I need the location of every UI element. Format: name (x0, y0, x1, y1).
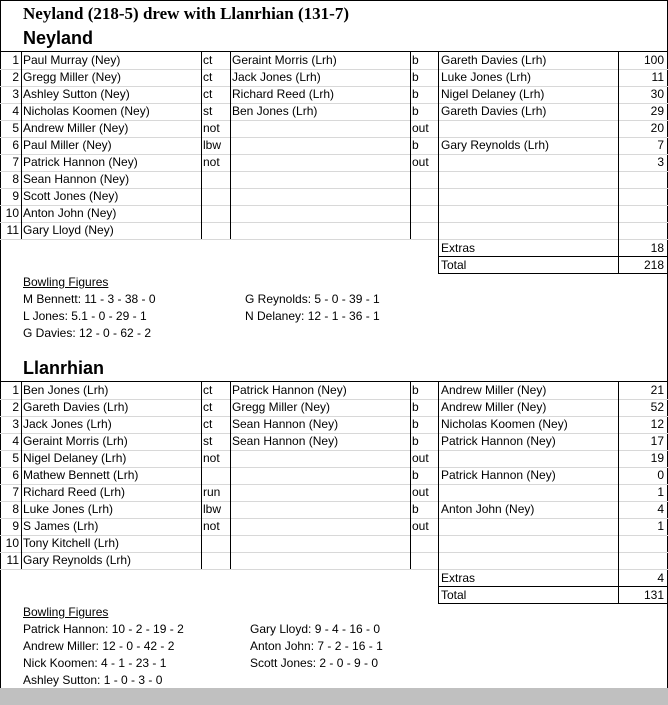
total-value: 131 (643, 588, 664, 602)
batsman-name: Nigel Delaney (Lrh) (23, 451, 127, 465)
bowling-row (0, 291, 668, 308)
batsman-row (0, 154, 668, 171)
total-label: Total (441, 588, 467, 602)
extras-row (0, 570, 668, 587)
batsman-n: 9 (12, 189, 19, 203)
bowling-heading: Bowling Figures (23, 605, 109, 619)
batsman-name: Tony Kitchell (Lrh) (23, 536, 120, 550)
batsman-b: b (412, 468, 419, 482)
batsman-runs: 52 (650, 400, 664, 414)
batsman-n: 4 (12, 434, 19, 448)
batsman-runs: 100 (643, 53, 664, 67)
batsman-name: Paul Miller (Ney) (23, 138, 112, 152)
batsman-row (0, 103, 668, 120)
batsman-runs (620, 535, 666, 552)
batsman-n: 7 (12, 485, 19, 499)
batsman-name: Scott Jones (Ney) (23, 189, 119, 203)
bowling-figure: G Reynolds: 5 - 0 - 39 - 1 (245, 292, 380, 306)
sheet-bottom-bar (0, 688, 668, 705)
batsman-fielder: Ben Jones (Lrh) (232, 104, 318, 118)
bowling-figure: Patrick Hannon: 10 - 2 - 19 - 2 (23, 622, 184, 636)
batsman-row (0, 137, 668, 154)
batsman-bowler: Luke Jones (Lrh) (441, 70, 532, 84)
batsman-b: b (412, 53, 419, 67)
batsman-name: Geraint Morris (Lrh) (23, 434, 128, 448)
batsman-b: b (412, 417, 419, 431)
batsman-how: st (203, 104, 213, 118)
batsman-n: 6 (12, 468, 19, 482)
batsman-runs: 19 (650, 451, 664, 465)
column-rule (618, 381, 619, 604)
batsman-row (0, 399, 668, 416)
batsman-runs: 30 (650, 87, 664, 101)
batsman-how: ct (203, 87, 213, 101)
batsman-fielder: Patrick Hannon (Ney) (232, 383, 347, 397)
column-rule (230, 381, 231, 569)
batsman-b: b (412, 87, 419, 101)
batsman-how: ct (203, 383, 213, 397)
total-value: 218 (643, 258, 664, 272)
batsman-bowler: Gary Reynolds (Lrh) (441, 138, 550, 152)
batsman-runs: 0 (657, 468, 664, 482)
batsman-fielder: Sean Hannon (Ney) (232, 434, 339, 448)
batsman-n: 1 (12, 383, 19, 397)
batsman-n: 5 (12, 121, 19, 135)
bowling-figure: Nick Koomen: 4 - 1 - 23 - 1 (23, 656, 167, 670)
batsman-n: 1 (12, 53, 19, 67)
bowling-figure: L Jones: 5.1 - 0 - 29 - 1 (23, 309, 147, 323)
column-rule (21, 51, 22, 239)
batsman-name: Nicholas Koomen (Ney) (23, 104, 150, 118)
batsman-row (0, 467, 668, 484)
batsman-name: Andrew Miller (Ney) (23, 121, 129, 135)
batsman-how: run (203, 485, 221, 499)
batsman-how: st (203, 434, 213, 448)
batsman-runs: 4 (657, 502, 664, 516)
batsman-runs: 1 (657, 519, 664, 533)
batsman-n: 10 (5, 206, 19, 220)
batsman-name: Gary Lloyd (Ney) (23, 223, 114, 237)
batsman-how: ct (203, 417, 213, 431)
batsman-n: 11 (6, 223, 19, 237)
bowling-row (0, 621, 668, 638)
batsman-row (0, 518, 668, 535)
team-heading: Llanrhian (23, 358, 105, 378)
batsman-runs (620, 171, 666, 188)
extras-value: 4 (657, 571, 664, 585)
batsman-n: 3 (12, 87, 19, 101)
bowling-figure: Andrew Miller: 12 - 0 - 42 - 2 (23, 639, 175, 653)
batsman-how: lbw (203, 138, 222, 152)
batsman-name: Mathew Bennett (Lrh) (23, 468, 139, 482)
batsman-n: 2 (12, 70, 19, 84)
batsman-b: b (412, 138, 419, 152)
total-row (0, 257, 668, 274)
batsman-how: not (203, 451, 220, 465)
batsman-name: Paul Murray (Ney) (23, 53, 121, 67)
batsman-name: Patrick Hannon (Ney) (23, 155, 138, 169)
batsman-b: b (412, 70, 419, 84)
batsman-fielder: Sean Hannon (Ney) (232, 417, 339, 431)
batsman-how: not (203, 519, 220, 533)
column-rule (438, 381, 439, 604)
batsman-b: b (412, 434, 419, 448)
batsman-runs (620, 222, 666, 239)
batsman-n: 9 (12, 519, 19, 533)
batsman-runs: 17 (650, 434, 664, 448)
extras-label: Extras (441, 571, 476, 585)
batsman-b: b (412, 502, 419, 516)
column-rule (21, 381, 22, 569)
batsman-b: out (412, 485, 429, 499)
batsman-n: 8 (12, 502, 19, 516)
batsman-bowler: Nicholas Koomen (Ney) (441, 417, 568, 431)
batsman-how: not (203, 155, 220, 169)
bowling-row (0, 325, 668, 342)
bowling-heading-row (0, 274, 668, 291)
batsman-runs (620, 188, 666, 205)
batsman-row (0, 450, 668, 467)
batsman-row (0, 52, 668, 69)
batsman-row (0, 382, 668, 399)
batsman-row (0, 535, 668, 552)
batsman-fielder: Jack Jones (Lrh) (232, 70, 321, 84)
batsman-n: 11 (6, 553, 19, 567)
batsman-row (0, 433, 668, 450)
batsman-name: Ben Jones (Lrh) (23, 383, 109, 397)
batsman-name: Luke Jones (Lrh) (23, 502, 114, 516)
column-rule (410, 51, 411, 239)
batsman-n: 7 (12, 155, 19, 169)
title-rule (0, 0, 668, 1)
batsman-row (0, 484, 668, 501)
batsman-b: b (412, 383, 419, 397)
batsman-n: 2 (12, 400, 19, 414)
batsman-row (0, 205, 668, 222)
batsman-runs (620, 552, 666, 569)
batsman-name: S James (Lrh) (23, 519, 99, 533)
batsman-row (0, 501, 668, 518)
bowling-heading: Bowling Figures (23, 275, 109, 289)
team-heading: Neyland (23, 28, 94, 48)
batsman-b: b (412, 400, 419, 414)
bowling-figure: Anton John: 7 - 2 - 16 - 1 (250, 639, 383, 653)
bowling-figure: Scott Jones: 2 - 0 - 9 - 0 (250, 656, 379, 670)
bowling-figure: Gary Lloyd: 9 - 4 - 16 - 0 (250, 622, 381, 636)
batsman-row (0, 69, 668, 86)
batsman-name: Anton John (Ney) (23, 206, 117, 220)
batsman-bowler: Anton John (Ney) (441, 502, 535, 516)
batsman-bowler: Andrew Miller (Ney) (441, 383, 547, 397)
batsman-row (0, 86, 668, 103)
batsman-fielder: Gregg Miller (Ney) (232, 400, 331, 414)
bowling-row (0, 655, 668, 672)
batsman-how: ct (203, 70, 213, 84)
extras-row (0, 240, 668, 257)
batsman-row (0, 416, 668, 433)
batsman-name: Gary Reynolds (Lrh) (23, 553, 132, 567)
batsman-b: out (412, 451, 429, 465)
batsman-row (0, 120, 668, 137)
batsman-runs: 1 (657, 485, 664, 499)
batsman-n: 3 (12, 417, 19, 431)
batsman-bowler: Gareth Davies (Lrh) (441, 104, 547, 118)
bowling-figure: G Davies: 12 - 0 - 62 - 2 (23, 326, 152, 340)
batsman-how: ct (203, 400, 213, 414)
batsman-runs: 3 (657, 155, 664, 169)
batsman-name: Gregg Miller (Ney) (23, 70, 122, 84)
bowling-figure: Ashley Sutton: 1 - 0 - 3 - 0 (23, 673, 163, 687)
batsman-row (0, 552, 668, 569)
extras-label: Extras (441, 241, 476, 255)
batsman-n: 8 (12, 172, 19, 186)
batsman-how: not (203, 121, 220, 135)
batsman-bowler: Gareth Davies (Lrh) (441, 53, 547, 67)
batsman-n: 5 (12, 451, 19, 465)
batsman-bowler: Nigel Delaney (Lrh) (441, 87, 545, 101)
column-rule (410, 381, 411, 569)
batsman-bowler: Andrew Miller (Ney) (441, 400, 547, 414)
batsman-runs: 12 (650, 417, 664, 431)
bowling-row (0, 308, 668, 325)
batsman-how: lbw (203, 502, 222, 516)
batsman-name: Sean Hannon (Ney) (23, 172, 130, 186)
batsman-n: 6 (12, 138, 19, 152)
batsman-runs: 11 (651, 70, 664, 84)
bowling-heading-row (0, 604, 668, 621)
column-rule (438, 51, 439, 274)
batsman-row (0, 171, 668, 188)
batsman-n: 10 (5, 536, 19, 550)
batsman-bowler: Patrick Hannon (Ney) (441, 468, 556, 482)
column-rule (230, 51, 231, 239)
batsman-runs: 7 (657, 138, 664, 152)
column-rule (618, 51, 619, 274)
batsman-n: 4 (12, 104, 19, 118)
batsman-name: Ashley Sutton (Ney) (23, 87, 130, 101)
batsman-runs (620, 205, 666, 222)
bowling-figure: M Bennett: 11 - 3 - 38 - 0 (23, 292, 156, 306)
batsman-name: Jack Jones (Lrh) (23, 417, 112, 431)
total-label: Total (441, 258, 467, 272)
batsman-runs: 20 (650, 121, 664, 135)
batsman-bowler: Patrick Hannon (Ney) (441, 434, 556, 448)
total-row (0, 587, 668, 604)
batsman-runs: 29 (650, 104, 664, 118)
batsman-fielder: Richard Reed (Lrh) (232, 87, 335, 101)
batsman-b: out (412, 155, 429, 169)
batsman-name: Richard Reed (Lrh) (23, 485, 126, 499)
bowling-row (0, 672, 668, 689)
batsman-b: b (412, 104, 419, 118)
column-rule (201, 51, 202, 239)
extras-value: 18 (650, 241, 664, 255)
column-rule (201, 381, 202, 569)
bowling-row (0, 638, 668, 655)
batsman-how: ct (203, 53, 213, 67)
batsman-b: out (412, 121, 429, 135)
bowling-figure: N Delaney: 12 - 1 - 36 - 1 (245, 309, 380, 323)
match-title: Neyland (218-5) drew with Llanrhian (131-7) (23, 4, 349, 23)
batsman-row (0, 222, 668, 239)
batsman-fielder: Geraint Morris (Lrh) (232, 53, 337, 67)
batsman-row (0, 188, 668, 205)
batsman-b: out (412, 519, 429, 533)
batsman-name: Gareth Davies (Lrh) (23, 400, 129, 414)
batsman-runs: 21 (650, 383, 664, 397)
